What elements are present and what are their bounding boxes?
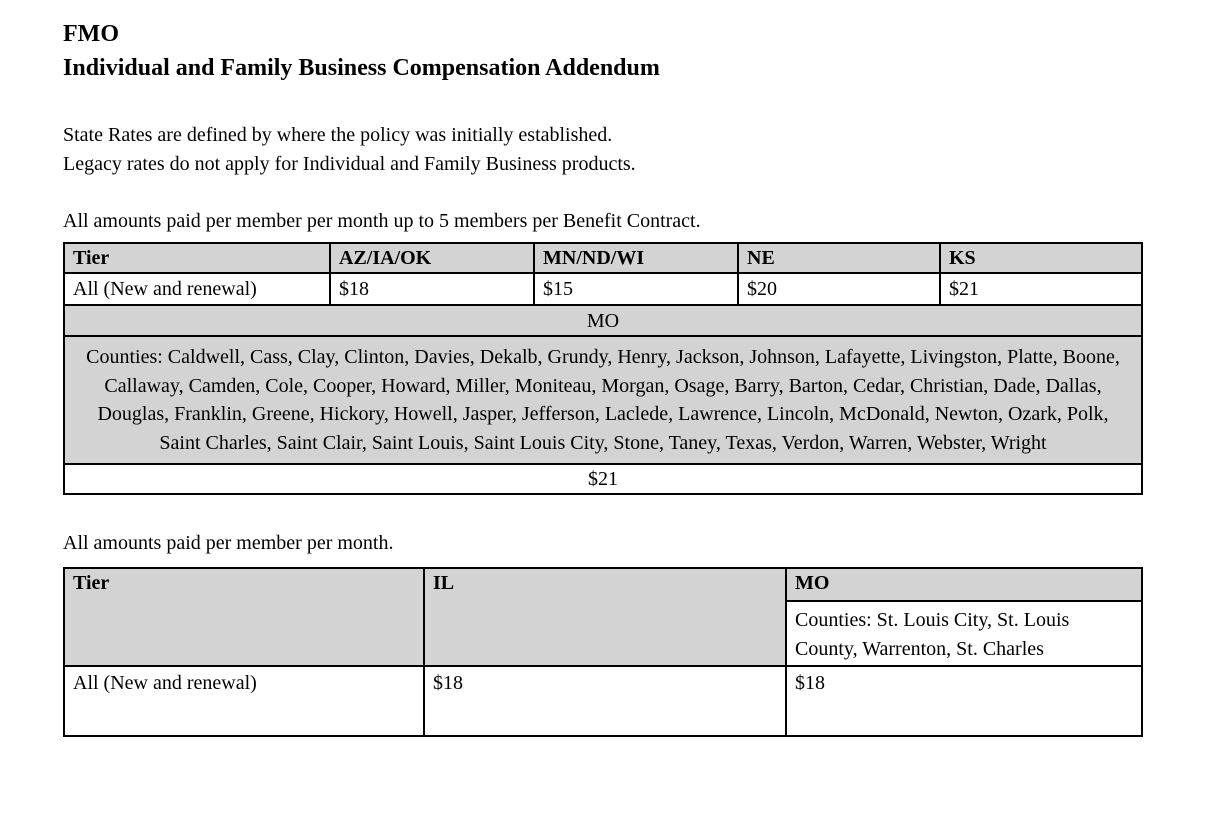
table1-header-az-ia-ok: AZ/IA/OK bbox=[330, 243, 534, 273]
table1-header-row bbox=[64, 243, 1142, 273]
table2-caption: All amounts paid per member per month. bbox=[63, 532, 394, 554]
rate-cell-mn-nd-wi: $15 bbox=[534, 273, 738, 305]
mo-state-label: MO bbox=[64, 305, 1142, 336]
table1-header-ne: NE bbox=[738, 243, 940, 273]
table1-header-ks: KS bbox=[940, 243, 1142, 273]
mo-counties-row bbox=[64, 336, 1142, 464]
table2-header-tier: Tier bbox=[64, 568, 424, 666]
tier-cell: All (New and renewal) bbox=[64, 273, 330, 305]
mo-rate-row bbox=[64, 464, 1142, 494]
intro-paragraph bbox=[63, 121, 1211, 179]
state-rates-table bbox=[63, 242, 1143, 495]
title-line-fmo: FMO bbox=[63, 21, 119, 47]
rate-cell-ks: $21 bbox=[940, 273, 1142, 305]
table2-header-row bbox=[64, 568, 1142, 601]
mo-rate-cell: $21 bbox=[64, 464, 1142, 494]
table1-data-row bbox=[64, 273, 1142, 305]
mo-counties-list: Counties: Caldwell, Cass, Clay, Clinton, Davies, Dekalb, Grundy, Henry, Jackson, Johnson, Lafayette, Livingston, Platte, Boone, Callaway, Camden, Cole, Cooper, Howard, Miller, Moniteau, Morgan, Osage, Barry, Barton, Cedar, Christian, Dade, Dallas, Douglas, Franklin, Greene, Hickory, Howell, Jasper, Jefferson, Laclede, Lawrence, Lincoln, McDonald, Newton, Ozark, Polk, Saint Charles, Saint Clair, Saint Louis, Saint Louis City, Stone, Taney, Texas, Verdon, Warren, Webster, Wright bbox=[64, 336, 1142, 464]
table2-header-mo: MO bbox=[786, 568, 1142, 601]
table2-header-il: IL bbox=[424, 568, 786, 666]
rate-cell-az-ia-ok: $18 bbox=[330, 273, 534, 305]
tier-cell: All (New and renewal) bbox=[64, 666, 424, 736]
document-title bbox=[63, 17, 1211, 85]
table2-mo-counties-list: Counties: St. Louis City, St. Louis County, Warrenton, St. Charles bbox=[786, 601, 1142, 666]
title-line-addendum: Individual and Family Business Compensation Addendum bbox=[63, 55, 660, 81]
table2-data-row bbox=[64, 666, 1142, 736]
table1-caption: All amounts paid per member per month up to 5 members per Benefit Contract. bbox=[63, 210, 701, 232]
rate-cell-ne: $20 bbox=[738, 273, 940, 305]
intro-line-state-rates: State Rates are defined by where the policy was initially established. bbox=[63, 124, 613, 146]
rate-cell-mo: $18 bbox=[786, 666, 1142, 736]
mo-state-header-row bbox=[64, 305, 1142, 336]
rate-cell-il: $18 bbox=[424, 666, 786, 736]
il-mo-rates-table bbox=[63, 567, 1143, 737]
intro-line-legacy-rates: Legacy rates do not apply for Individual and Family Business products. bbox=[63, 153, 636, 175]
table1-header-tier: Tier bbox=[64, 243, 330, 273]
table1-header-mn-nd-wi: MN/ND/WI bbox=[534, 243, 738, 273]
